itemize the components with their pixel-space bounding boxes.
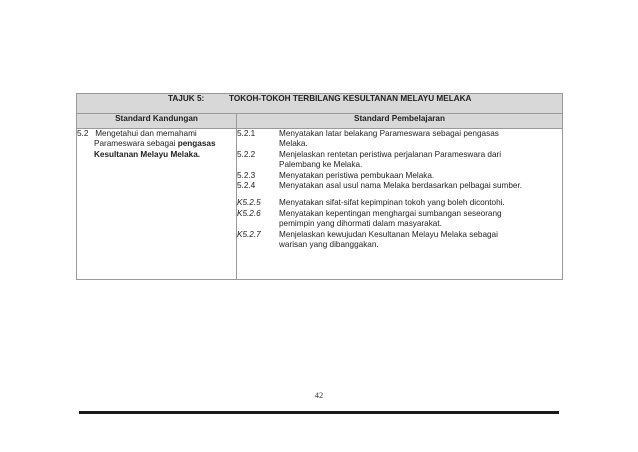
standard-text-line: Menyatakan kepentingan menghargai sumbangan seseorang xyxy=(279,208,502,218)
learning-standard-cell xyxy=(237,129,563,280)
topic-label: TAJUK 5: xyxy=(168,94,205,103)
content-text-1: Mengetahui dan memahami xyxy=(95,129,197,138)
standard-text xyxy=(279,129,562,150)
standard-text-line: Menyatakan sifat-sifat kepimpinan tokoh yang boleh dicontohi. xyxy=(279,198,505,208)
standard-text-line: Melaka. xyxy=(279,139,308,149)
content-text-2-bold: pengasas xyxy=(177,139,216,149)
learning-standard-item xyxy=(237,198,562,208)
content-line-2 xyxy=(77,139,236,149)
table-title-row xyxy=(77,94,563,114)
standard-code: 5.2.1 xyxy=(237,129,256,138)
standard-text-line: Palembang ke Melaka. xyxy=(279,160,363,170)
table-header-row xyxy=(77,114,563,129)
learning-standard-item xyxy=(237,129,562,150)
standard-text-line: warisan yang dibanggakan. xyxy=(279,240,379,250)
standard-text-line: Menyatakan latar belakang Parameswara sebagai pengasas xyxy=(279,129,499,138)
standard-code: K5.2.5 xyxy=(237,198,261,208)
learning-standard-item xyxy=(237,171,562,181)
standard-code: 5.2.3 xyxy=(237,170,256,180)
standard-text xyxy=(279,150,562,171)
table-title-cell xyxy=(77,94,563,114)
topic-title: TOKOH-TOKOH TERBILANG KESULTANAN MELAYU MELAKA xyxy=(229,94,472,103)
content-line-3 xyxy=(77,150,236,160)
standard-text xyxy=(279,209,562,230)
standard-text-line: Menyatakan asal usul nama Melaka berdasarkan pelbagai sumber. xyxy=(279,181,523,191)
standard-code: K5.2.6 xyxy=(237,208,261,218)
table-body-row xyxy=(77,129,563,280)
standard-code: K5.2.7 xyxy=(237,229,261,239)
standard-text-line: Menyatakan peristiwa pembukaan Melaka. xyxy=(279,170,435,180)
content-text-2: Parameswara sebagai xyxy=(94,139,178,149)
content-line-1 xyxy=(77,129,236,139)
learning-standard-k-list xyxy=(237,198,562,250)
content-standard-header: Standard Kandungan xyxy=(77,114,237,129)
standard-text-line: pemimpin yang dihormati dalam masyarakat. xyxy=(279,219,442,229)
footer-rule xyxy=(79,411,559,414)
standard-text xyxy=(279,181,562,191)
learning-standard-item xyxy=(237,181,562,191)
content-standard-cell xyxy=(77,129,237,280)
learning-standard-item xyxy=(237,230,562,251)
page-number: 42 xyxy=(314,390,324,400)
standard-text xyxy=(279,198,562,208)
learning-standard-item xyxy=(237,150,562,171)
learning-standard-header: Standard Pembelajaran xyxy=(237,114,563,129)
standard-code: 5.2.4 xyxy=(237,181,256,191)
standard-code: 5.2.2 xyxy=(237,149,256,159)
curriculum-table xyxy=(76,93,563,280)
standard-text xyxy=(279,171,562,181)
standard-text-line: Menjelaskan kewujudan Kesultanan Melayu Melaka sebagai xyxy=(279,229,498,239)
content-number: 5.2 xyxy=(77,129,89,138)
content-text-3-bold: Kesultanan Melayu Melaka. xyxy=(94,149,201,159)
standard-text xyxy=(279,230,562,251)
learning-standard-list xyxy=(237,129,562,191)
learning-standard-item xyxy=(237,209,562,230)
standard-text-line: Menjelaskan rentetan peristiwa perjalanan Parameswara dari xyxy=(279,149,502,159)
